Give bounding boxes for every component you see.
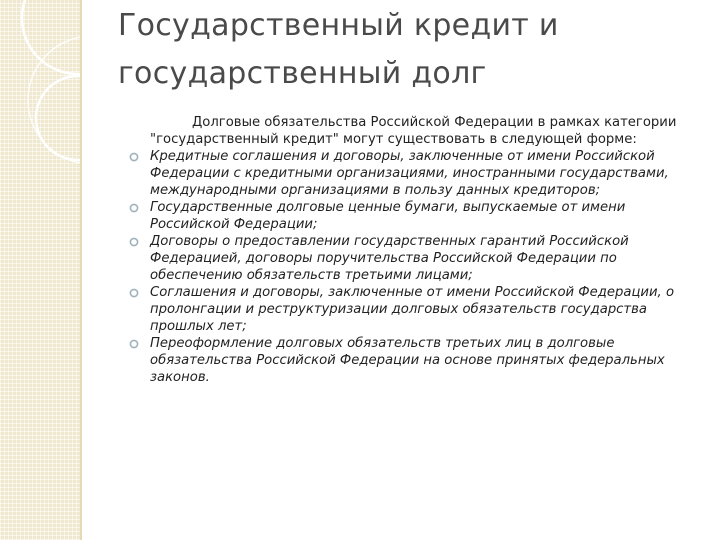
circle-bullet-icon — [129, 203, 139, 213]
list-item — [126, 148, 692, 199]
list-item-text: Соглашения и договоры, заключенные от имени Российской Федерации, о пролонгации и реструктуризации долговых обязательств государства прошлых лет; — [150, 285, 675, 334]
circle-bullet-icon — [129, 339, 139, 349]
list-item — [126, 335, 692, 386]
side-band-edge — [80, 0, 82, 540]
circle-bullet-icon — [129, 237, 139, 247]
decorative-side-band — [0, 0, 80, 540]
circle-bullet-icon — [129, 152, 139, 162]
slide-title-line-1: Государственный кредит и — [118, 8, 559, 43]
list-item-text: Государственные долговые ценные бумаги, выпускаемые от имени Российской Федерации; — [150, 200, 626, 232]
list-item-text: Переоформление долговых обязательств третьих лиц в долговые обязательства Российской Федерации на основе принятых федеральных законов. — [150, 336, 665, 385]
slide-title-line-2: государственный долг — [118, 56, 487, 91]
bullet-list — [126, 148, 692, 386]
list-item-text: Кредитные соглашения и договоры, заключенные от имени Российской Федерации с кредитными организациями, иностранными государствами, международными организациями в пользу данных кредиторов; — [150, 149, 669, 198]
list-item — [126, 284, 692, 335]
list-item-text: Договоры о предоставлении государственных гарантий Российской Федерацией, договоры поручительства Российской Федерации по обеспечению обязательств третьими лицами; — [150, 234, 629, 283]
slide-content — [126, 114, 692, 386]
decorative-rings-icon — [0, 0, 80, 540]
list-item — [126, 233, 692, 284]
slide-title — [118, 2, 708, 98]
circle-bullet-icon — [129, 288, 139, 298]
intro-paragraph: Долговые обязательства Российской Федерации в рамках категории "государственный кредит" могут существовать в следующей форме: — [150, 115, 677, 147]
list-item — [126, 199, 692, 233]
